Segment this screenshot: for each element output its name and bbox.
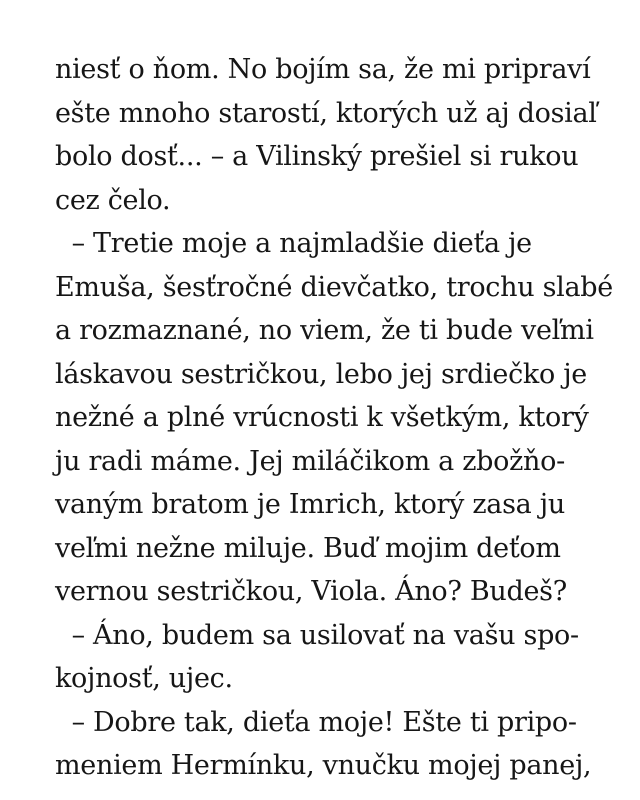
- text-line-2: ešte mnoho starostí, ktorých už aj dosiaľ: [55, 97, 597, 129]
- text-line-4: cez čelo.: [55, 184, 171, 216]
- text-line-8: láskavou sestričkou, lebo jej srdiečko je: [55, 358, 587, 390]
- text-line-16: – Dobre tak, dieťa moje! Ešte ti pripo-: [55, 706, 577, 738]
- text-line-10: ju radi máme. Jej miláčikom a zbožňo-: [55, 445, 565, 477]
- text-line-3: bolo dosť... – a Vilinský prešiel si rukou: [55, 141, 579, 172]
- text-line-9: nežné a plné vrúcnosti k všetkým, ktorý: [55, 402, 589, 433]
- page-text: [55, 48, 615, 788]
- text-line-6: Emuša, šesťročné dievčatko, trochu slabé: [55, 271, 613, 303]
- text-line-11: vaným bratom je Imrich, ktorý zasa ju: [55, 489, 565, 520]
- text-line-5: – Tretie moje a najmladšie dieťa je: [55, 228, 532, 259]
- text-line-1: niesť o ňom. No bojím sa, že mi pripraví: [55, 54, 591, 85]
- text-line-14: – Áno, budem sa usilovať na vašu spo-: [55, 619, 579, 651]
- text-line-17: meniem Hermínku, vnučku mojej panej,: [55, 750, 592, 781]
- text-line-12: veľmi nežne miluje. Buď mojim deťom: [55, 532, 561, 564]
- text-line-7: a rozmaznané, no viem, že ti bude veľmi: [55, 315, 594, 346]
- text-line-15: kojnosť, ujec.: [55, 663, 233, 694]
- text-line-13: vernou sestričkou, Viola. Áno? Budeš?: [55, 576, 567, 607]
